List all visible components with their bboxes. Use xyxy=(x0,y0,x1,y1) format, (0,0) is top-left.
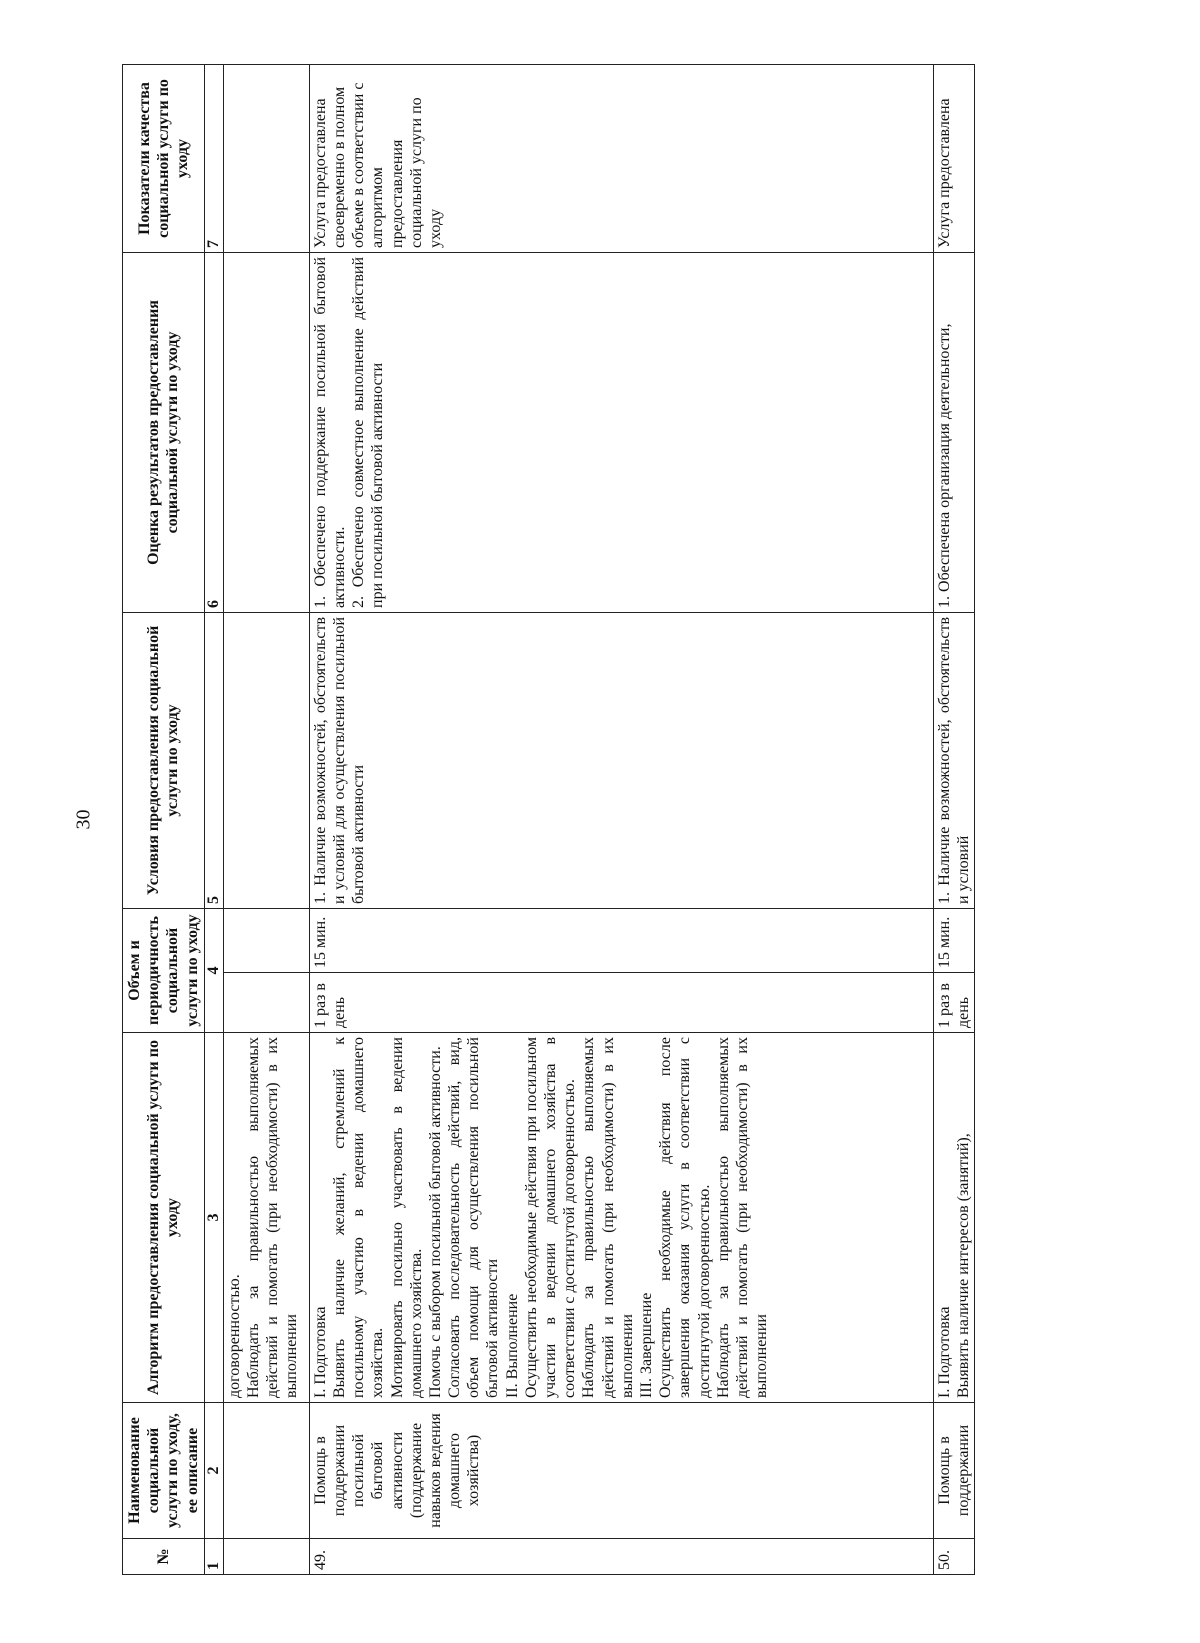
service-periodicity xyxy=(223,908,309,972)
column-number: 3 xyxy=(204,1033,223,1403)
table-row xyxy=(223,64,309,1574)
service-volume: 1 раз в день xyxy=(933,973,974,1033)
header-volume-periodicity: Объем и периодичность социальной услуги по уходу xyxy=(123,908,205,1032)
column-number: 7 xyxy=(204,64,223,252)
header-row xyxy=(123,64,205,1574)
service-algorithm: I. Подготовка Выявить наличие интересов (занятий), xyxy=(933,1033,974,1403)
row-number: 49. xyxy=(309,1539,933,1575)
table-row xyxy=(309,64,933,1574)
service-name xyxy=(223,1403,309,1539)
column-number: 1 xyxy=(204,1539,223,1575)
header-algorithm: Алгоритм предоставления социальной услуги по уходу xyxy=(123,1033,205,1403)
service-volume xyxy=(223,973,309,1033)
service-conditions xyxy=(223,612,309,908)
service-quality: Услуга предоставлена своевременно в полном объеме в соответствии с алгоритмом предоставления социальной услуги по уходу xyxy=(309,64,933,252)
table-row xyxy=(933,64,974,1574)
service-algorithm: договоренностью. Наблюдать за правильностью выполняемых действий и помогать (при необходимости) в их выполнении xyxy=(223,1033,309,1403)
service-conditions: 1. Наличие возможностей, обстоятельств и условий xyxy=(933,612,974,908)
header-number: № xyxy=(123,1539,205,1575)
service-volume: 1 раз в день xyxy=(309,973,933,1033)
row-number xyxy=(223,1539,309,1575)
page-number: 30 xyxy=(72,809,95,830)
service-evaluation xyxy=(223,252,309,612)
service-conditions: 1. Наличие возможностей, обстоятельств и условий для осуществления посильной бытовой активности xyxy=(309,612,933,908)
rotated-page-content xyxy=(122,65,1122,1575)
header-service-name: Наименование социальной услуги по уходу, ее описание xyxy=(123,1403,205,1539)
column-number: 2 xyxy=(204,1403,223,1539)
service-periodicity: 15 мин. xyxy=(933,908,974,972)
header-quality: Показатели качества социальной услуги по уходу xyxy=(123,64,205,252)
column-number: 6 xyxy=(204,252,223,612)
row-number: 50. xyxy=(933,1539,974,1575)
service-quality xyxy=(223,64,309,252)
header-conditions: Условия предоставления социальной услуги по уходу xyxy=(123,612,205,908)
service-evaluation: 1. Обеспечена организация деятельности, xyxy=(933,252,974,612)
service-evaluation: 1. Обеспечено поддержание посильной бытовой активности. 2. Обеспечено совместное выполнение действий при посильной бытовой активности xyxy=(309,252,933,612)
social-services-table xyxy=(122,64,975,1575)
column-number: 5 xyxy=(204,612,223,908)
service-periodicity: 15 мин. xyxy=(309,908,933,972)
service-name: Помощь в поддержании посильной бытовой активности (поддержание навыков ведения домашнего хозяйства) xyxy=(309,1403,933,1539)
column-number: 4 xyxy=(204,908,223,1032)
service-algorithm: I. Подготовка Выявить наличие желаний, стремлений к посильному участию в ведении домашнего хозяйства. Мотивировать посильно участвовать в ведении домашнего хозяйства. Помочь с выбором посильной бытовой активности. Согласовать последовательность действий, вид, объем помощи для осуществления посильной бытовой активности II. Выполнение Осуществить необходимые действия при посильном участии в ведении домашнего хозяйства в соответствии с достигнутой договоренностью. Наблюдать за правильностью выполняемых действий и помогать (при необходимости) в их выполнении III. Завершение Осуществить необходимые действия после завершения оказания услуги в соответствии с достигнутой договоренностью. Наблюдать за правильностью выполняемых действий и помогать (при необходимости) в их выполнении xyxy=(309,1033,933,1403)
service-quality: Услуга предоставлена xyxy=(933,64,974,252)
service-name: Помощь в поддержании xyxy=(933,1403,974,1539)
header-evaluation: Оценка результатов предоставления социальной услуги по уходу xyxy=(123,252,205,612)
column-number-row xyxy=(204,64,223,1574)
